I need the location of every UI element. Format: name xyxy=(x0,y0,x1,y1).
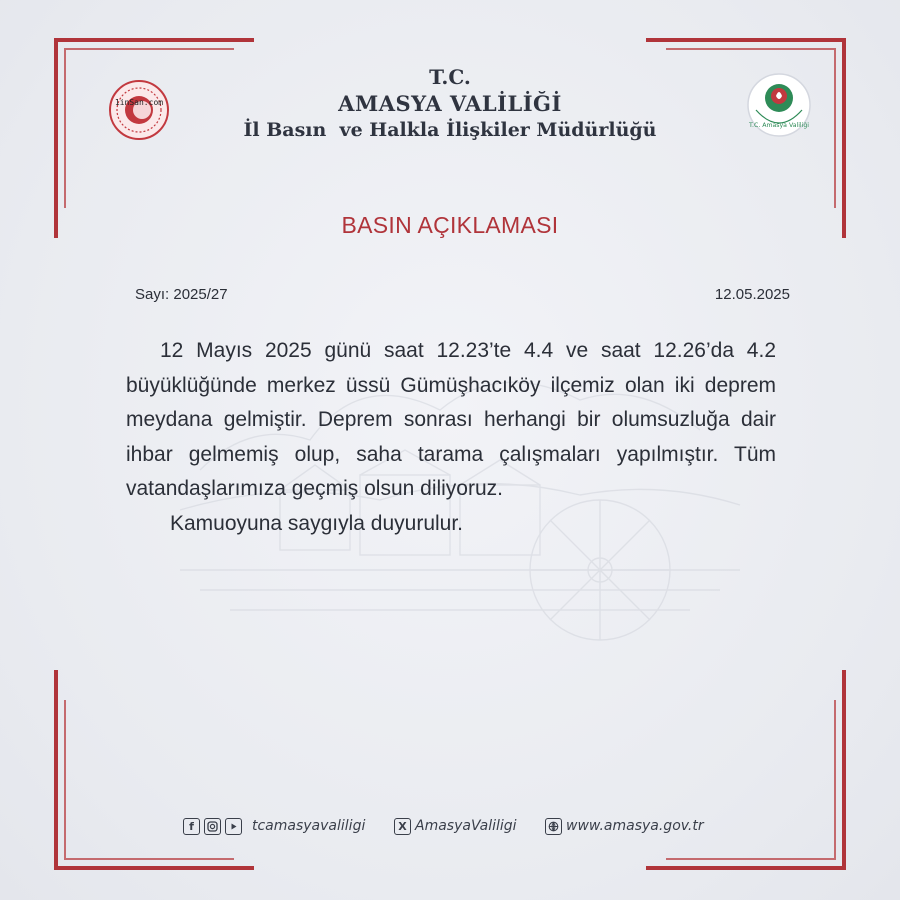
press-release-body xyxy=(126,334,776,541)
header-line-3: İl Basın ve Halkla İlişkiler Müdürlüğü xyxy=(243,119,657,141)
facebook-icon[interactable]: f xyxy=(183,818,200,835)
amasya-governorship-emblem-icon xyxy=(746,72,812,138)
x-link xyxy=(394,815,517,837)
seal-overlay-text: 1inSan.com xyxy=(114,98,164,107)
contact-footer xyxy=(183,815,743,839)
website-url-link[interactable]: www.amasya.gov.tr xyxy=(566,818,704,834)
body-paragraph-1: 12 Mayıs 2025 günü saat 12.23’te 4.4 ve saat 12.26’da 4.2 büyüklüğünde merkez üssü Gümüşhacıköy ilçemiz olan iki deprem meydana gelmiştir. Deprem sonrası herhangi bir olumsuzluğa dair ihbar gelmemiş olup, saha tarama çalışmaları yapılmıştır. Tüm vatandaşlarımıza geçmiş olsun diliyoruz. xyxy=(126,339,776,500)
globe-icon[interactable] xyxy=(545,818,562,835)
document-number: Sayı: 2025/27 xyxy=(135,286,228,303)
social-handle-link[interactable]: tcamasyavaliligi xyxy=(252,818,366,834)
x-icon[interactable]: X xyxy=(394,818,411,835)
youtube-icon[interactable] xyxy=(225,818,242,835)
website-link xyxy=(545,815,704,837)
emblem-ring-text: T.C. Amasya Valiliği xyxy=(748,122,810,129)
institution-header xyxy=(200,64,700,144)
body-paragraph-2: Kamuoyuna saygıyla duyurulur. xyxy=(170,511,464,535)
header-line-2: AMASYA VALİLİĞİ xyxy=(338,91,562,116)
document-date: 12.05.2025 xyxy=(714,286,790,303)
social-links xyxy=(183,815,365,837)
document-title: BASIN AÇIKLAMASI xyxy=(341,212,559,238)
turkish-state-seal-icon xyxy=(108,79,170,141)
header-line-1: T.C. xyxy=(429,65,471,89)
instagram-icon[interactable] xyxy=(204,818,221,835)
x-handle-link[interactable]: AmasyaValiligi xyxy=(415,818,517,834)
